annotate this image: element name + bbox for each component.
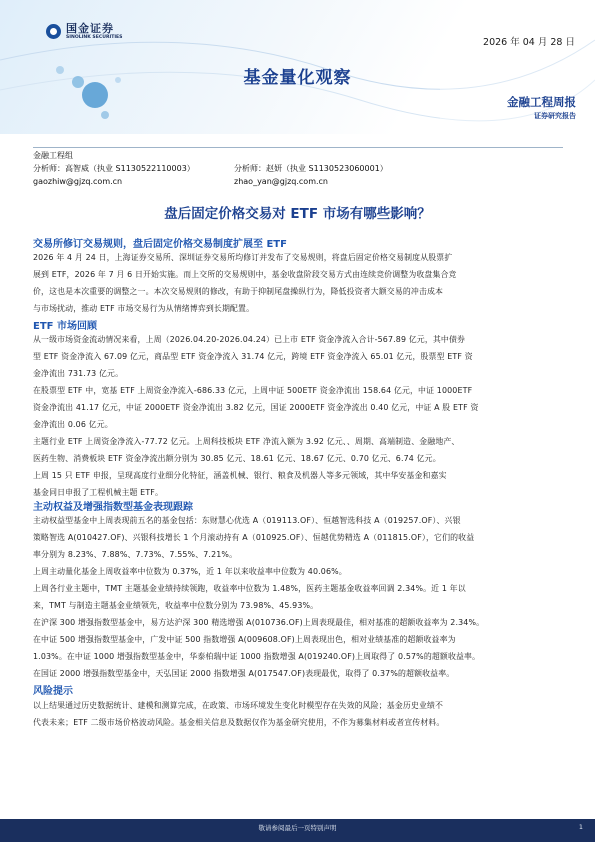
paragraph-line: 在国证 2000 增强指数型基金中，天弘国证 2000 指数增强 A(017547.OF)表现最优，取得了 0.37%的超额收益率。 [33, 669, 455, 678]
logo-icon [46, 24, 61, 39]
paragraph-line: 主动权益型基金中上周表现前五名的基金包括：东财慧心优选 A（019113.OF）、恒越智选科技 A（019257.OF）、兴银 [33, 516, 461, 525]
analyst-1-email[interactable]: gaozhiw@gjzq.com.cn [33, 177, 123, 186]
research-group: 金融工程组 [33, 151, 73, 160]
paragraph-line: 资金净流出 41.17 亿元，中证 2000ETF 资金净流出 3.82 亿元，国证 2000ETF 资金净流出 0.40 亿元，中证 A 股 ETF 资 [33, 403, 479, 412]
paragraph-line: 上周 15 只 ETF 申报，呈现高度行业细分化特征，涵盖机械、银行、粮食及机器人等多元领域，其中华安基金和嘉实 [33, 471, 447, 480]
page-number: 1 [578, 823, 583, 831]
footer-disclaimer[interactable]: 敬请参阅最后一页特别声明 [258, 824, 337, 832]
paragraph-line: 基金同日申报了工程机械主题 ETF。 [33, 488, 164, 497]
report-title: 基金量化观察 [243, 68, 352, 88]
paragraph-etf-filings [33, 467, 563, 501]
paragraph-line: 来，TMT 与制造主题基金业绩领先，收益率中位数分别为 73.98%、45.93%。 [33, 601, 319, 610]
analyst-2: 分析师：赵妍（执业 S1130523060001） [234, 164, 388, 173]
paragraph-line: 金净流出 731.73 亿元。 [33, 369, 124, 378]
paragraph-line: 2026 年 4 月 24 日，上海证券交易所、深圳证券交易所均修订并发布了交易规则，将盘后固定价格交易制度从股票扩 [33, 253, 453, 262]
paragraph-line: 与市场扰动，推动 ETF 市场交易行为从情绪博弈到长期配置。 [33, 304, 255, 313]
paragraph-line: 金净流出 0.06 亿元。 [33, 420, 113, 429]
paragraph-line: 上周各行业主题中，TMT 主题基金业绩持续领跑，收益率中位数为 1.48%，医药主题基金收益率回调 2.34%。近 1 年以 [33, 584, 466, 593]
paragraph-etf-flows [33, 331, 563, 382]
article-title: 盘后固定价格交易对 ETF 市场有哪些影响？ [164, 206, 431, 222]
report-date: 2026 年 04 月 28 日 [483, 37, 575, 48]
header-divider [33, 147, 563, 148]
analyst-1: 分析师：高智威（执业 S1130522110003） [33, 164, 195, 173]
paragraph-risk [33, 697, 563, 731]
paragraph-line: 展到 ETF，2026 年 7 月 6 日开始实施。而上交所的交易规则中，基金收盘阶段交易方式由连续竞价调整为收盘集合竞 [33, 270, 457, 279]
section-heading-rule-change: 交易所修订交易规则，盘后固定价格交易制度扩展至 ETF [33, 239, 287, 250]
paragraph-sector-funds [33, 580, 563, 614]
paragraph-line: 上周主动量化基金上周收益率中位数为 0.37%，近 1 年以来收益率中位数为 40.06%。 [33, 567, 347, 576]
paragraph-quant-funds [33, 563, 563, 580]
paragraph-line: 代表未来；ETF 二级市场价格波动风险。基金相关信息及数据仅作为基金研究使用，不作为募集材料或者宣传材料。 [33, 718, 445, 727]
paragraph-equity-etf [33, 382, 563, 433]
paragraph-line: 1.03%。在中证 1000 增强指数型基金中，华泰柏瑞中证 1000 指数增强 A(019240.OF)上周取得了 0.57%的超额收益率。 [33, 652, 481, 661]
paragraph-line: 策略智选 A(010427.OF)、兴银科技增长 1 个月滚动持有 A（010925.OF）、恒越优势精选 A（011815.OF），它们的收益 [33, 533, 475, 542]
logo-name-en: SINOLINK SECURITIES [66, 35, 123, 40]
paragraph-top-active-funds [33, 512, 563, 563]
section-heading-etf-review: ETF 市场回顾 [33, 321, 97, 332]
paragraph-line: 型 ETF 资金净流入 67.09 亿元，商品型 ETF 资金净流入 31.74 亿元，跨境 ETF 资金净流入 65.01 亿元，股票型 ETF 资 [33, 352, 473, 361]
paragraph-line: 在中证 500 增强指数型基金中，广发中证 500 指数增强 A(009608.OF)上周表现出色，相对业绩基准的超额收益率为 [33, 635, 456, 644]
paragraph-line: 医药生物、消费板块 ETF 资金净流出额分别为 30.85 亿元、18.61 亿元、18.67 亿元、0.70 亿元、6.74 亿元。 [33, 454, 441, 463]
paragraph-line: 在沪深 300 增强指数型基金中，易方达沪深 300 精选增强 A(010736.OF)上周表现最佳，相对基准的超额收益率为 2.34%。 [33, 618, 485, 627]
paragraph-enhanced-index [33, 614, 563, 682]
paragraph-line: 从一级市场资金流动情况来看，上周（2026.04.20-2026.04.24）已上市 ETF 资金净流入合计-567.89 亿元，其中债券 [33, 335, 466, 344]
paragraph-line: 在股票型 ETF 中，宽基 ETF 上周资金净流入-686.33 亿元，上周中证 500ETF 资金净流出 158.64 亿元，中证 1000ETF [33, 386, 473, 395]
company-logo [46, 23, 123, 41]
paragraph-line: 主题行业 ETF 上周资金净流入-77.72 亿元。上周科技板块 ETF 净流入额为 3.92 亿元、、周期、高端制造、金融地产、 [33, 437, 460, 446]
logo-name-cn: 国金证券 [66, 22, 114, 35]
paragraph-line: 以上结果通过历史数据统计、建模和测算完成，在政策、市场环境发生变化时模型存在失效的风险；基金历史业绩不 [33, 701, 444, 710]
report-type: 证券研究报告 [534, 112, 576, 120]
paragraph-line: 率分别为 8.23%、7.88%、7.73%、7.55%、7.21%。 [33, 550, 238, 559]
analyst-2-email[interactable]: zhao_yan@gjzq.com.cn [234, 177, 328, 186]
paragraph-line: 价，这也是本次重要的调整之一。本次交易规则的修改，有助于抑制尾盘操纵行为，降低投资者大额交易的冲击成本 [33, 287, 444, 296]
report-series: 金融工程周报 [507, 95, 576, 109]
section-heading-fund-performance: 主动权益及增强指数型基金表现跟踪 [33, 502, 193, 513]
paragraph-rule-change [33, 249, 563, 317]
section-heading-risk: 风险提示 [33, 686, 73, 697]
paragraph-theme-etf [33, 433, 563, 467]
